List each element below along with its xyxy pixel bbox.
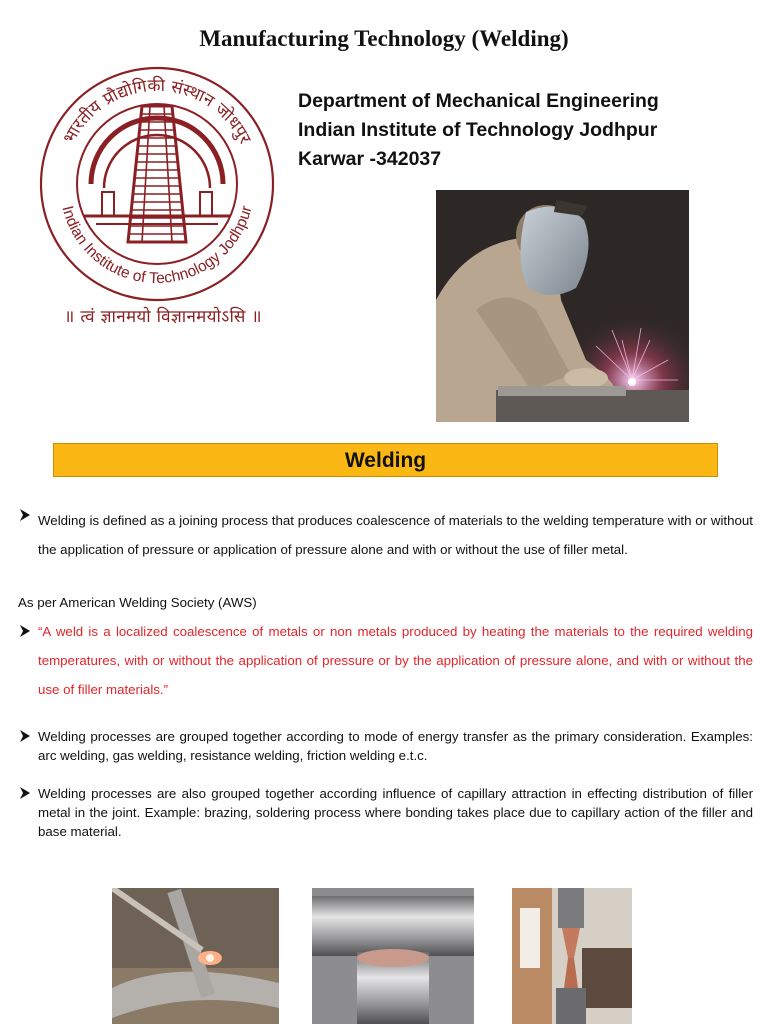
svg-text:भारतीय प्रौद्योगिकी संस्थान जो: भारतीय प्रौद्योगिकी संस्थान जोधपुर [59, 75, 255, 148]
welding-definition: Welding is defined as a joining process that produces coalescence of materials to the welding temperature with or without the application of pressure or application of pressure alone and with or without the use of filler metal. [38, 513, 753, 557]
welder-photo [436, 190, 689, 422]
arrow-bullet-icon [18, 508, 32, 522]
aws-definition-quote: “A weld is a localized coalescence of metals or non metals produced by heating the materials to the required welding temperatures, with or without the application of pressure or by the application of pressure alone, and with or without the use of filler materials.” [38, 624, 753, 697]
institute-address: Karwar -342037 [298, 148, 442, 170]
energy-transfer-grouping: Welding processes are grouped together according to mode of energy transfer as the primary consideration. Examples: arc welding, gas welding, resistance welding, friction welding e.t.c. [38, 729, 753, 763]
institute-name: Indian Institute of Technology Jodhpur [298, 119, 658, 141]
section-banner: Welding [53, 443, 718, 477]
department-name: Department of Mechanical Engineering [298, 90, 659, 112]
arrow-bullet-icon [18, 624, 32, 638]
brazed-joint-photo [312, 888, 474, 1024]
iit-jodhpur-logo [36, 66, 278, 302]
svg-text:Indian Institute of Technology: Indian Institute of Technology Jodhpur [58, 204, 256, 288]
arrow-bullet-icon [18, 786, 32, 800]
aws-intro: As per American Welding Society (AWS) [18, 595, 257, 610]
logo-motto: ॥ त्वं ज्ञानमयो विज्ञानमयोऽसि ॥ [64, 307, 262, 327]
arrow-bullet-icon [18, 729, 32, 743]
gas-welding-photo [112, 888, 279, 1024]
friction-welding-photo [512, 888, 632, 1024]
page-title: Manufacturing Technology (Welding) [199, 26, 569, 51]
capillary-grouping: Welding processes are also grouped together according influence of capillary attraction in effecting distribution of filler metal in the joint. Example: brazing, soldering process where bonding takes place due to capillary action of the filler and base material. [38, 786, 753, 839]
